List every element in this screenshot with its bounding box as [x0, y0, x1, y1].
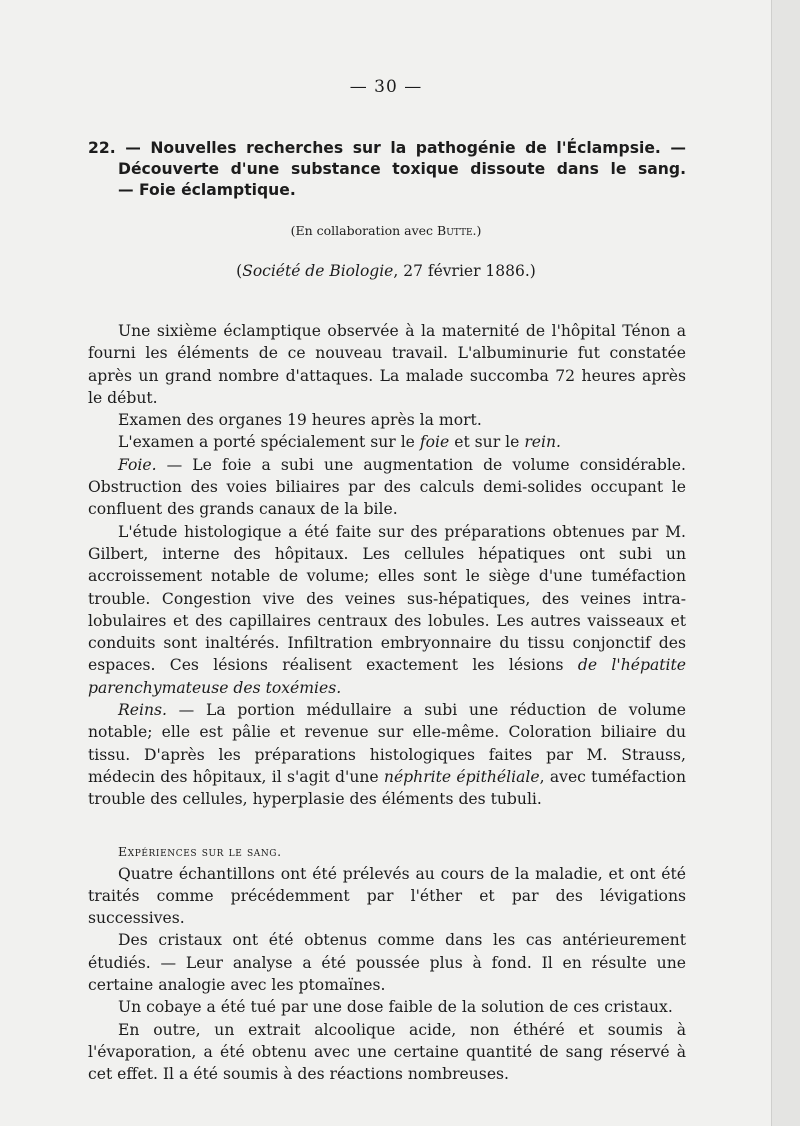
italic-term: de l'hépatite parenchymateuse des toxémies.	[88, 656, 687, 697]
paragraph: Examen des organes 19 heures après la mort.	[118, 411, 482, 430]
paragraph-text: , avec tuméfaction trouble des cellules, hyperplasie des éléments des tubuli.	[88, 767, 686, 809]
citation-date: , 27 février 1886.)	[393, 262, 536, 280]
body-text	[88, 320, 686, 1086]
collaboration-suffix: .)	[472, 223, 482, 238]
subsection-label: Foie.	[118, 455, 157, 474]
citation	[0, 262, 772, 280]
paragraph-text: L'examen a porté spécialement sur le	[118, 433, 420, 452]
collaborator-name: Butte	[437, 223, 473, 238]
section-heading: Expériences sur le sang.	[118, 843, 282, 859]
title-line-3: — Foie éclamptique.	[118, 181, 296, 199]
paragraph: En outre, un extrait alcoolique acide, non éthéré et soumis à l'évaporation, a été obtenu avec une certaine quantité de sang réservé à cet effet. Il a été soumis à des réactions nombreuses.	[88, 1020, 686, 1084]
article-title	[88, 138, 686, 201]
citation-society: Société de Biologie	[242, 262, 394, 280]
title-line-2: Découverte d'une substance toxique dissoute dans le sang.	[118, 160, 686, 178]
italic-term: foie	[419, 433, 450, 452]
paragraph-text: et sur le	[449, 433, 525, 452]
spacer	[88, 811, 686, 841]
paragraph-text: L'étude histologique a été faite sur des préparations obtenues par M. Gilbert, interne des hôpitaux. Les cellules hépatiques ont subi un accroissement notable de volume; elles sont le siège d'une tuméfaction trouble. Congestion vive des veines sus-hépatiques, des veines intra-lobulaires et des capillaires centraux des lobules. Les autres vaisseaux et conduits sont inaltérés. Infiltration embryonnaire du tissu conjonctif des espaces. Ces lésions réalisent exactement les lésions	[88, 522, 686, 675]
paragraph: Quatre échantillons ont été prélevés au cours de la maladie, et ont été traités comme précédemment par l'éther et par des lévigations successives.	[88, 864, 686, 928]
paragraph: Un cobaye a été tué par une dose faible de la solution de ces cristaux.	[118, 998, 673, 1017]
paragraph: Des cristaux ont été obtenus comme dans les cas antérieurement étudiés. — Leur analyse a été poussée plus à fond. Il en résulte une certaine analogie avec les ptomaïnes.	[88, 931, 686, 995]
italic-term: néphrite épithéliale	[383, 767, 540, 786]
page-edge	[771, 0, 800, 1126]
paragraph	[88, 454, 686, 521]
collaboration-prefix: (En collaboration avec	[290, 223, 438, 238]
paragraph: Une sixième éclamptique observée à la maternité de l'hôpital Ténon a fourni les éléments de ce nouveau travail. L'albuminurie fut constatée après un grand nombre d'attaques. La malade succomba 72 heures après le début.	[88, 322, 686, 407]
collaboration-note	[0, 223, 772, 238]
italic-term: rein.	[524, 433, 561, 452]
paragraph	[88, 521, 686, 699]
subsection-label: Reins.	[118, 701, 167, 720]
citation-open: (	[236, 262, 243, 280]
title-line-1: 22. — Nouvelles recherches sur la pathogénie de l'Éclampsie. —	[88, 139, 686, 157]
paragraph-text: — Le foie a subi une augmentation de volume considérable. Obstruction des voies biliaires par des calculs demi-solides occupant le confluent des grands canaux de la bile.	[88, 455, 686, 519]
page-number: — 30 —	[349, 77, 423, 97]
paragraph	[88, 431, 686, 453]
paragraph-text: — La portion médullaire a subi une réduction de volume notable; elle est pâlie et revenue sur elle-même. Coloration biliaire du tissu. D'après les préparations histologiques faites par M. Strauss, médecin des hôpitaux, il s'agit d'une	[88, 701, 686, 786]
paragraph	[88, 699, 686, 810]
